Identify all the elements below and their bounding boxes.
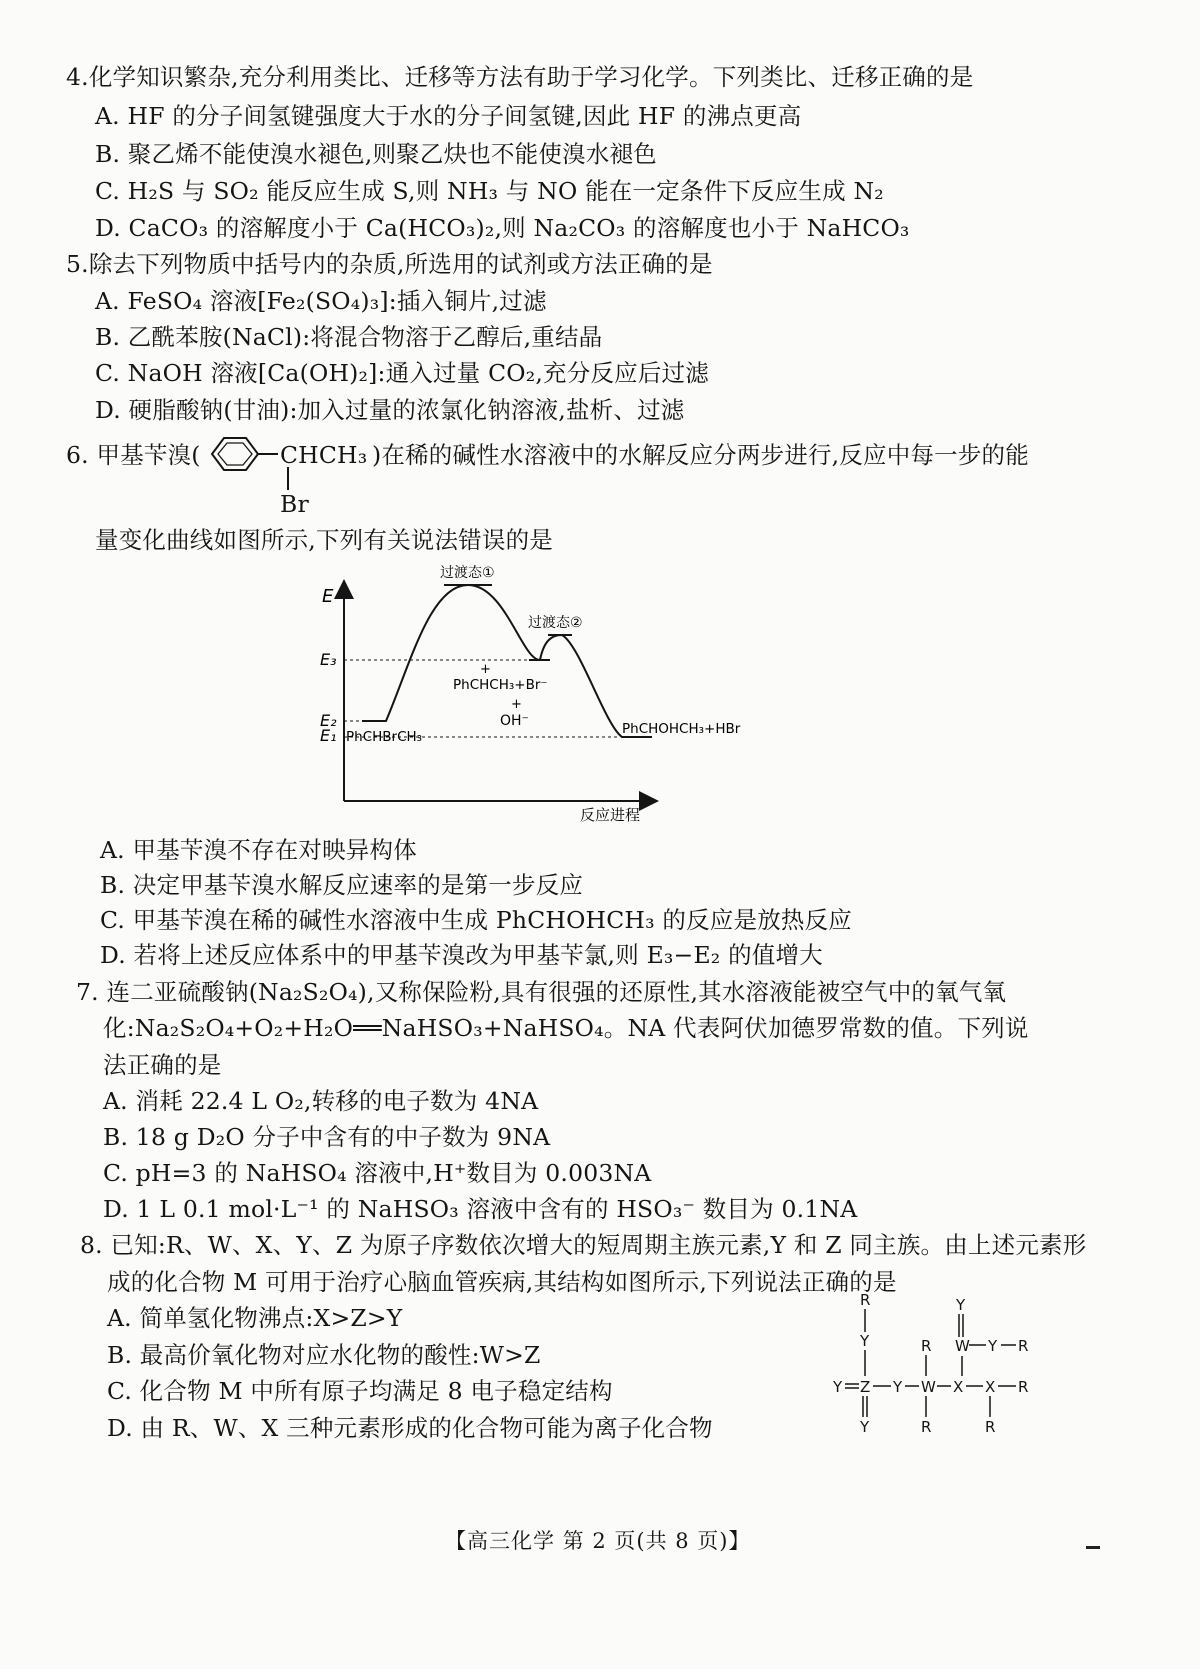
m-atom-r-w: R (921, 1337, 932, 1355)
q6-option-d: D. 若将上述反应体系中的甲基苄溴改为甲基苄氯,则 E₃−E₂ 的值增大 (100, 941, 823, 969)
m-atom-r-under-w: R (921, 1418, 932, 1436)
q7-stem-line2: 化:Na₂S₂O₄+O₂+H₂O══NaHSO₃+NaHSO₄。NA 代表阿伏加德罗常数的值。下列说 (103, 1014, 1029, 1042)
m-atom-y-lower: Y (860, 1418, 870, 1436)
q6-stem-line2: 量变化曲线如图所示,下列有关说法错误的是 (95, 526, 553, 554)
reactant-label: PhCHBrCH₃ (346, 729, 423, 745)
m-atom-y-top: Y (956, 1296, 966, 1314)
q7-stem-line1: 7. 连二亚硫酸钠(Na₂S₂O₄),又称保险粉,具有很强的还原性,其水溶液能被空气中的氧气氧 (76, 978, 1007, 1006)
q6-struct-br: Br (280, 490, 309, 518)
q7-stem-line3: 法正确的是 (103, 1051, 222, 1079)
m-atom-z: Z (860, 1378, 871, 1396)
q4-option-b: B. 聚乙烯不能使溴水褪色,则聚乙炔也不能使溴水褪色 (95, 140, 657, 168)
page-footer: 【高三化学 第 2 页(共 8 页)】 (445, 1529, 751, 1553)
product-label: PhCHOHCH₃+HBr (622, 721, 741, 737)
q5-stem: 5.除去下列物质中括号内的杂质,所选用的试剂或方法正确的是 (66, 250, 713, 278)
m-atom-w-right: W (955, 1337, 970, 1355)
q7-option-d: D. 1 L 0.1 mol·L⁻¹ 的 NaHSO₃ 溶液中含有的 HSO₃⁻ 数目为 0.1NA (103, 1195, 858, 1223)
q6-stem-pre: 6. 甲基苄溴( (66, 441, 201, 469)
m-atom-y-upper: Y (860, 1332, 870, 1350)
q4-option-c: C. H₂S 与 SO₂ 能反应生成 S,则 NH₃ 与 NO 能在一定条件下反应生成 N₂ (95, 177, 884, 205)
q8-option-d: D. 由 R、W、X 三种元素形成的化合物可能为离子化合物 (107, 1414, 713, 1442)
q4-option-d: D. CaCO₃ 的溶解度小于 Ca(HCO₃)₂,则 Na₂CO₃ 的溶解度也小于 NaHCO₃ (95, 214, 910, 242)
compound-m-structure (835, 1292, 1070, 1452)
m-atom-y-ester: Y (988, 1337, 998, 1355)
intermediate-plus-top: + (480, 662, 491, 677)
e2-label: E₂ (320, 711, 337, 730)
q7-option-c: C. pH=3 的 NaHSO₄ 溶液中,H⁺数目为 0.003NA (103, 1159, 652, 1187)
y-axis-label: E (322, 586, 334, 607)
m-atom-y-left: Y (833, 1378, 843, 1396)
q5-option-a: A. FeSO₄ 溶液[Fe₂(SO₄)₃]:插入铜片,过滤 (95, 287, 547, 315)
q6-option-c: C. 甲基苄溴在稀的碱性水溶液中生成 PhCHOHCH₃ 的反应是放热反应 (100, 906, 852, 934)
m-atom-r-ester: R (1018, 1337, 1029, 1355)
intermediate-label: PhCHCH₃+Br⁻ (453, 677, 548, 693)
m-atom-x-right: X (985, 1378, 996, 1396)
q4-option-a: A. HF 的分子间氢键强度大于水的分子间氢键,因此 HF 的沸点更高 (95, 102, 802, 130)
m-atom-x-left: X (953, 1378, 964, 1396)
corner-mark (1086, 1546, 1100, 1549)
q8-option-a: A. 简单氢化物沸点:X>Z>Y (107, 1304, 403, 1332)
q4-stem: 4.化学知识繁杂,充分利用类比、迁移等方法有助于学习化学。下列类比、迁移正确的是 (66, 63, 974, 91)
q6-struct-group: CHCH₃ (280, 441, 368, 469)
q7-option-a: A. 消耗 22.4 L O₂,转移的电子数为 4NA (103, 1087, 539, 1115)
q5-option-d: D. 硬脂酸钠(甘油):加入过量的浓氯化钠溶液,盐析、过滤 (95, 396, 685, 424)
energy-profile-diagram (300, 555, 741, 830)
e1-label: E₁ (320, 726, 337, 745)
q8-option-c: C. 化合物 M 中所有原子均满足 8 电子稳定结构 (107, 1377, 613, 1405)
q8-stem-line1: 8. 已知:R、W、X、Y、Z 为原子序数依次增大的短周期主族元素,Y 和 Z 同主族。由上述元素形 (80, 1231, 1087, 1259)
intermediate-plus-bottom: + (511, 697, 522, 712)
hydroxide-label: OH⁻ (500, 713, 529, 729)
q6-option-a: A. 甲基苄溴不存在对映异构体 (100, 836, 417, 864)
ts2-label: 过渡态② (528, 615, 583, 631)
m-atom-w-left: W (921, 1378, 936, 1396)
m-atom-r-bottom: R (985, 1418, 996, 1436)
x-axis-label: 反应进程 (580, 806, 641, 824)
m-atom-r-top: R (860, 1291, 871, 1309)
q6-option-b: B. 决定甲基苄溴水解反应速率的是第一步反应 (100, 871, 584, 899)
q7-option-b: B. 18 g D₂O 分子中含有的中子数为 9NA (103, 1123, 551, 1151)
m-atom-r-right: R (1018, 1378, 1029, 1396)
q6-stem-post: )在稀的碱性水溶液中的水解反应分两步进行,反应中每一步的能 (372, 441, 1029, 469)
ts1-label: 过渡态① (440, 565, 495, 581)
q5-option-b: B. 乙酰苯胺(NaCl):将混合物溶于乙醇后,重结晶 (95, 323, 603, 351)
e3-label: E₃ (320, 650, 337, 669)
m-atom-y-middle: Y (893, 1378, 903, 1396)
q8-stem-line2: 成的化合物 M 可用于治疗心脑血管疾病,其结构如图所示,下列说法正确的是 (107, 1268, 897, 1296)
q8-option-b: B. 最高价氧化物对应水化物的酸性:W>Z (107, 1341, 541, 1369)
q5-option-c: C. NaOH 溶液[Ca(OH)₂]:通入过量 CO₂,充分反应后过滤 (95, 359, 709, 387)
